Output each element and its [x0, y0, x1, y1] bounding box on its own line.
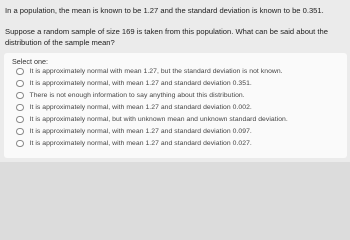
question-paragraph-2	[5, 27, 343, 48]
radio-button-a[interactable]	[16, 68, 24, 76]
answer-option-e-text: It is approximately normal, but with unknown mean and unknown standard deviation.	[29, 116, 288, 123]
radio-button-c[interactable]	[16, 92, 24, 100]
question-text	[5, 6, 347, 16]
answer-option-d[interactable]	[16, 103, 252, 112]
answer-option-a[interactable]	[16, 67, 283, 76]
radio-button-g[interactable]	[16, 140, 24, 148]
answer-option-a-text: It is approximately normal with mean 1.27, but the standard deviation is not known.	[29, 68, 283, 75]
question-line-3: distribution of the sample mean?	[5, 37, 115, 47]
answer-option-d-text: It is approximately normal, with mean 1.27 and standard deviation 0.002.	[29, 104, 252, 111]
answer-option-b-text: It is approximately normal, with mean 1.27 and standard deviation 0.351.	[29, 80, 252, 87]
answer-option-g[interactable]	[16, 139, 252, 148]
answer-option-c-text: There is not enough information to say anything about this distribution.	[29, 92, 245, 99]
question-line-2: Suppose a random sample of size 169 is taken from this population. What can be said about the	[5, 27, 328, 36]
question-line-1: In a population, the mean is known to be 1.27 and the standard deviation is known to be 0.351.	[5, 6, 324, 15]
answer-option-g-text: It is approximately normal, with mean 1.27 and standard deviation 0.027.	[29, 140, 252, 147]
answer-option-f-text: It is approximately normal, with mean 1.27 and standard deviation 0.097.	[29, 128, 252, 135]
radio-button-e[interactable]	[16, 116, 24, 124]
answer-option-b[interactable]	[16, 79, 252, 88]
answer-block	[4, 53, 347, 158]
answer-option-e[interactable]	[16, 115, 288, 124]
answer-option-f[interactable]	[16, 127, 252, 136]
select-one-label: Select one:	[12, 57, 48, 66]
radio-button-d[interactable]	[16, 104, 24, 112]
answer-option-c[interactable]	[16, 91, 245, 100]
radio-button-b[interactable]	[16, 80, 24, 88]
radio-button-f[interactable]	[16, 128, 24, 136]
